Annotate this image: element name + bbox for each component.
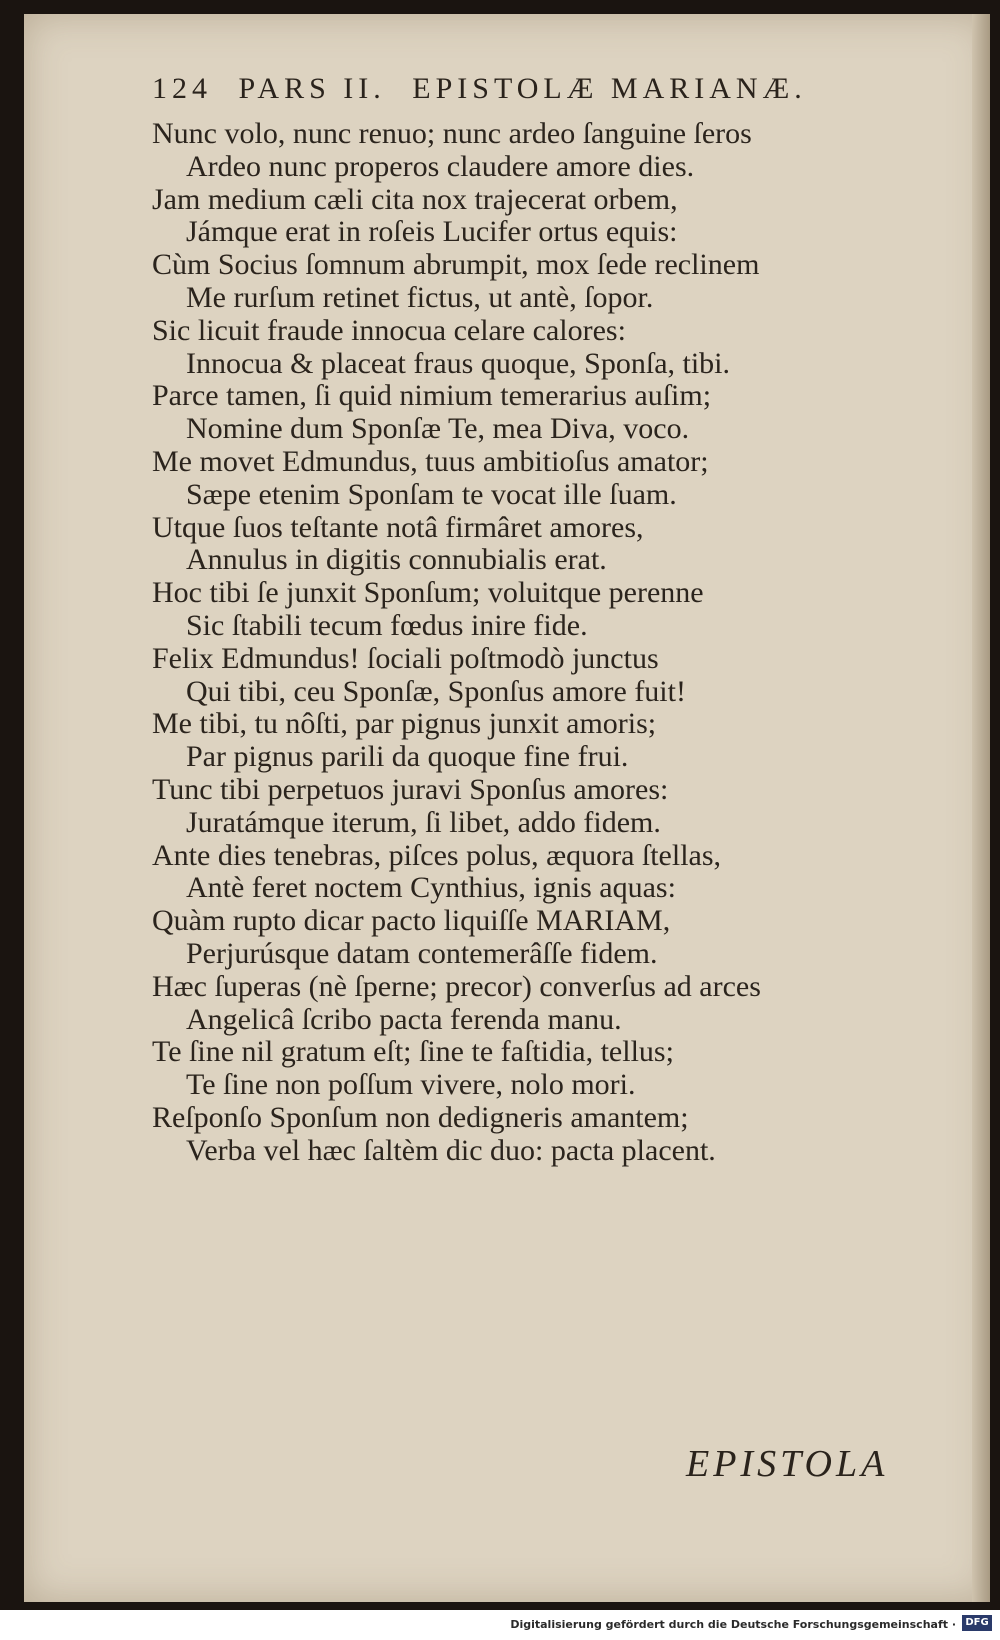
verse-line: Perjurúsque datam contemerâſſe fidem.: [186, 936, 658, 970]
verse-line: Cùm Socius ſomnum abrumpit, mox ſede reclinem: [152, 248, 760, 282]
verse-block: [152, 118, 942, 1168]
verse-line: Reſponſo Sponſum non dedigneris amantem;: [152, 1100, 689, 1134]
verse-line: Sic ſtabili tecum fœdus inire fide.: [186, 608, 588, 642]
verse-line: Quàm rupto dicar pacto liquiſſe MARIAM,: [152, 904, 671, 938]
verse-line: Qui tibi, ceu Sponſæ, Sponſus amore fuit!: [186, 674, 686, 708]
verse-line: Te ſine nil gratum eſt; ſine te faſtidia, tellus;: [152, 1035, 674, 1069]
part-label: PARS II.: [238, 72, 386, 105]
dfg-logo: DFG: [962, 1615, 992, 1631]
footer-bar: [0, 1610, 1000, 1640]
verse-line: Ardeo nunc properos claudere amore dies.: [186, 149, 695, 183]
verse-line: Me movet Edmundus, tuus ambitioſus amator;: [152, 444, 709, 478]
verse-line: Sæpe etenim Sponſam te vocat ille ſuam.: [186, 477, 677, 511]
verse-line: Felix Edmundus! ſociali poſtmodò junctus: [152, 641, 659, 675]
running-head: [152, 72, 821, 106]
verse-line: Antè feret noctem Cynthius, ignis aquas:: [186, 871, 676, 905]
verse-line: Jam medium cæli cita nox trajecerat orbem,: [152, 182, 678, 216]
verse-line: Verba vel hæc ſaltèm dic duo: pacta placent.: [186, 1133, 716, 1167]
verse-line: Angelicâ ſcribo pacta ferenda manu.: [186, 1002, 622, 1036]
verse-line: Parce tamen, ſi quid nimium temerarius auſim;: [152, 379, 712, 413]
verse-line: Tunc tibi perpetuos juravi Sponſus amores:: [152, 772, 669, 806]
page-gutter: [972, 14, 990, 1602]
verse-line: Me rurſum retinet fictus, ut antè, ſopor.: [186, 280, 654, 314]
verse-line: Sic licuit fraude innocua celare calores:: [152, 313, 626, 347]
verse-line: Me tibi, tu nôſti, par pignus junxit amoris;: [152, 707, 657, 741]
verse-line: Nunc volo, nunc renuo; nunc ardeo ſanguine ſeros: [152, 117, 752, 150]
verse-line: Juratámque iterum, ſi libet, addo fidem.: [186, 805, 661, 839]
verse-line: Jámque erat in roſeis Lucifer ortus equis:: [186, 215, 678, 249]
verse-line: Par pignus parili da quoque fine frui.: [186, 740, 629, 774]
verse-line: Hæc ſuperas (nè ſperne; precor) converſus ad arces: [152, 969, 761, 1003]
verse-line: Hoc tibi ſe junxit Sponſum; voluitque perenne: [152, 576, 704, 610]
verse-line: Nomine dum Sponſæ Te, mea Diva, voco.: [186, 412, 690, 446]
funding-credit: Digitalisierung gefördert durch die Deutsche Forschungsgemeinschaft ·: [510, 1618, 956, 1631]
verse-line: Innocua & placeat fraus quoque, Sponſa, tibi.: [186, 346, 731, 380]
verse-line: Utque ſuos teſtante notâ firmâret amores,: [152, 510, 644, 544]
page-number: 124: [152, 72, 212, 105]
running-title: EPISTOLÆ MARIANÆ.: [412, 72, 807, 105]
catchword: EPISTOLA: [686, 1443, 889, 1485]
verse-line: Annulus in digitis connubialis erat.: [186, 543, 607, 577]
verse-line: Te ſine non poſſum vivere, nolo mori.: [186, 1068, 636, 1102]
verse-line: Ante dies tenebras, piſces polus, æquora ſtellas,: [152, 838, 722, 872]
